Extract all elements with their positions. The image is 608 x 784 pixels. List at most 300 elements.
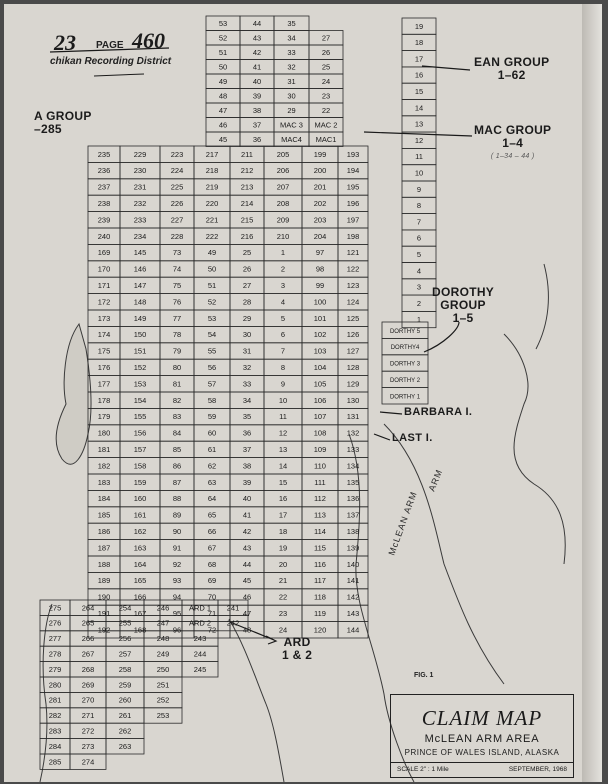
claim-number: 129	[346, 379, 360, 389]
claim-number: 9	[280, 379, 286, 389]
claim-number: 164	[133, 559, 147, 569]
claim-number: 13	[414, 119, 424, 129]
claim-number: 123	[346, 281, 360, 290]
claim-number: 16	[414, 70, 424, 80]
claim-number: 179	[97, 412, 111, 422]
claim-number: 32	[287, 62, 296, 72]
claim-number: 122	[346, 264, 360, 274]
ard-shore	[226, 618, 284, 782]
claim-number: 89	[172, 510, 182, 520]
claim-number: 35	[287, 18, 296, 28]
claim-number: 113	[314, 510, 326, 520]
claim-number: 280	[48, 680, 62, 690]
claim-number: 72	[207, 625, 217, 635]
claim-number: 196	[346, 199, 360, 208]
claim-number: 119	[314, 609, 326, 618]
claim-number: 67	[207, 543, 217, 553]
claim-number: 118	[314, 592, 326, 602]
claim-number: 92	[172, 559, 182, 569]
claim-number: 87	[172, 477, 182, 487]
claim-number: 12	[414, 135, 424, 145]
claim-number: 237	[97, 182, 111, 192]
claim-number: 10	[278, 395, 288, 405]
claim-number: 62	[207, 461, 217, 471]
claim-number: 96	[172, 625, 182, 635]
claim-number: 82	[172, 395, 182, 405]
claim-number: 18	[414, 38, 424, 48]
claim-number: 31	[242, 346, 252, 356]
claim-number: 145	[133, 248, 147, 258]
claim-number: 30	[287, 91, 296, 101]
claim-number: 158	[133, 461, 147, 471]
claim-number: 193	[346, 149, 360, 159]
claim-number: 63	[207, 477, 217, 487]
claim-number: 112	[314, 494, 326, 504]
claim-number: 183	[97, 477, 111, 487]
claim-map-drawing	[4, 4, 602, 782]
claim-number: 8	[416, 201, 422, 211]
claim-number: 149	[133, 313, 147, 323]
claim-number: 136	[346, 494, 360, 504]
claim-number: 151	[133, 346, 147, 356]
claim-number: 126	[346, 330, 360, 340]
claim-number: 199	[313, 149, 327, 159]
claim-number: 10	[414, 168, 424, 178]
claim-number: 34	[242, 395, 252, 405]
claim-number: 2	[416, 298, 422, 308]
claim-number: 272	[81, 726, 95, 736]
claim-number: 42	[252, 47, 262, 57]
claim-number: 195	[346, 182, 360, 192]
claim-number: 105	[313, 379, 327, 389]
mclean-arm-east-shore	[384, 424, 504, 684]
claim-number: 176	[97, 363, 111, 372]
claim-number: 229	[133, 149, 147, 159]
claim-number: 270	[81, 695, 95, 705]
claim-number: 110	[314, 461, 326, 471]
claim-number: 276	[48, 618, 62, 628]
claim-number: 220	[205, 199, 219, 208]
claim-number: 258	[118, 664, 132, 674]
claim-number: 139	[346, 543, 360, 553]
dorothy-group-line3: 1–5	[452, 311, 474, 325]
claim-number: 49	[207, 248, 217, 258]
claim-number: 142	[346, 592, 360, 602]
claim-number: 97	[315, 248, 325, 258]
claim-number: 218	[205, 166, 219, 176]
claim-number: 17	[278, 510, 288, 520]
claim-number: 17	[414, 54, 424, 64]
claim-number: 44	[252, 18, 262, 28]
claim-number: 32	[242, 363, 252, 372]
claim-number: 200	[313, 166, 327, 176]
claim-number: 41	[252, 62, 262, 72]
claim-number: 140	[346, 559, 360, 569]
title-block	[390, 694, 574, 778]
page-word: PAGE	[96, 40, 124, 51]
claim-number: 38	[242, 461, 252, 471]
claim-number: 168	[133, 625, 147, 635]
claim-number: 18	[278, 527, 288, 536]
claim-number: 244	[193, 649, 207, 659]
claim-number: 29	[287, 105, 296, 115]
claim-number: 51	[207, 281, 217, 290]
ean-group-label	[474, 56, 549, 82]
claim-number: 144	[346, 625, 360, 635]
claim-number: 269	[81, 680, 95, 690]
claim-number: 216	[240, 231, 254, 241]
claim-number: 191	[97, 609, 111, 618]
claim-number: 121	[346, 248, 360, 258]
ard-arrowhead	[266, 636, 276, 644]
claim-number: 264	[81, 603, 95, 613]
claim-number: 138	[346, 527, 360, 536]
claim-number: 3	[280, 281, 286, 290]
claim-number: 14	[278, 461, 288, 471]
claim-number: 217	[205, 149, 219, 159]
claim-number: 35	[242, 412, 252, 422]
claim-number: 21	[278, 576, 288, 586]
claim-number: 249	[156, 649, 170, 659]
mclean-arm-label: McLEAN ARM	[386, 489, 419, 557]
claim-number: 207	[276, 182, 290, 192]
claim-number: 171	[97, 281, 111, 290]
claim-number: 182	[97, 461, 111, 471]
claim-number: 137	[346, 510, 360, 520]
claim-number: 204	[313, 231, 327, 241]
claim-number: 41	[242, 510, 252, 520]
claim-number: 120	[313, 625, 327, 635]
dorothy-leader	[424, 322, 459, 352]
claim-number: DORTHY 3	[389, 361, 421, 368]
claim-number: 230	[133, 166, 147, 176]
claim-number: 206	[276, 166, 290, 176]
map-scale: SCALE 2" : 1 Mile	[397, 766, 449, 773]
claim-number: 58	[207, 395, 217, 405]
claim-number: 37	[242, 445, 252, 454]
claim-number: 50	[218, 62, 228, 72]
claim-number: DORTHY 1	[389, 394, 421, 401]
shore-right-inlet	[536, 264, 548, 349]
claim-number: 95	[172, 609, 182, 618]
claim-number: 239	[97, 215, 111, 225]
claim-number: 254	[118, 603, 132, 613]
claim-number: 154	[133, 395, 147, 405]
claim-number: 106	[313, 395, 327, 405]
claim-number: 215	[240, 215, 254, 225]
claim-number: 194	[346, 166, 360, 176]
claim-number: 184	[97, 494, 111, 504]
claim-number: 242	[226, 618, 240, 628]
claim-number: 74	[172, 264, 182, 274]
claim-number: ARD 2	[188, 618, 212, 628]
claim-number: 24	[278, 625, 288, 635]
claim-number: 36	[242, 428, 252, 438]
claim-number: 77	[172, 313, 182, 323]
claim-number: 100	[313, 297, 327, 307]
claim-number: 156	[133, 428, 147, 438]
claim-number: 51	[218, 47, 228, 57]
claim-number: 5	[280, 313, 286, 323]
claim-number: 165	[133, 576, 147, 586]
claim-number: 37	[252, 120, 262, 130]
claim-number: 266	[81, 634, 95, 644]
claim-number: 167	[133, 609, 147, 618]
claim-number: ARD 1	[188, 603, 212, 613]
claim-number: 36	[252, 134, 262, 144]
ard-group-line2: 1 & 2	[282, 648, 313, 662]
claim-number: MAC1	[315, 134, 337, 144]
claim-number: 54	[207, 330, 217, 340]
claim-number: 243	[193, 634, 207, 644]
claim-number: 117	[314, 576, 326, 586]
claim-number: 25	[242, 248, 252, 258]
claim-number: 251	[156, 680, 170, 690]
claim-number: 160	[133, 494, 147, 504]
claim-number: 43	[252, 33, 262, 43]
claim-number: 83	[172, 412, 182, 422]
map-area: McLEAN ARM AREA	[424, 733, 540, 745]
claim-number: 135	[346, 477, 360, 487]
claim-number: 45	[242, 576, 252, 586]
claim-number: 4	[416, 266, 422, 276]
claim-number: 192	[97, 625, 111, 635]
claim-number: 78	[172, 330, 182, 340]
claim-number: 262	[118, 726, 132, 736]
claim-number: 46	[218, 120, 228, 130]
claim-number: 148	[133, 297, 147, 307]
claim-number: 284	[48, 741, 62, 751]
claim-number: 73	[172, 248, 182, 258]
claim-number: 90	[172, 527, 182, 536]
claim-number: 240	[97, 231, 111, 241]
claim-number: 279	[48, 664, 62, 674]
claim-number: 267	[81, 649, 95, 659]
claim-number: 26	[321, 47, 331, 57]
claim-number: 146	[133, 264, 147, 274]
claim-number: 1	[280, 248, 286, 258]
last-island-label: LAST I.	[392, 432, 433, 444]
claim-number: 5	[416, 249, 422, 259]
claim-number: 59	[207, 412, 217, 422]
claim-number: 189	[97, 576, 111, 586]
claim-number: 19	[414, 21, 424, 31]
claim-number: 80	[172, 363, 182, 372]
mac-group-line1: MAC GROUP	[474, 123, 552, 137]
dorothy-group-label	[432, 286, 494, 325]
claim-number: 186	[97, 527, 111, 536]
claim-number: 202	[313, 199, 327, 208]
claim-number: 57	[207, 379, 217, 389]
claim-number: 131	[346, 412, 360, 422]
claim-number: 7	[416, 217, 422, 227]
claim-number: 104	[313, 363, 327, 372]
claim-number: 111	[314, 477, 326, 487]
claim-number: DORTHY 5	[389, 328, 421, 335]
claim-number: 159	[133, 477, 147, 487]
claim-number: 50	[207, 264, 217, 274]
claim-number: 15	[278, 477, 288, 487]
claim-number: 211	[241, 149, 253, 159]
claim-number: 257	[118, 649, 132, 659]
a-group-line2: –285	[34, 122, 62, 136]
claim-number: 198	[346, 231, 360, 241]
claim-number: 210	[276, 231, 290, 241]
claim-number: 248	[156, 634, 170, 644]
claim-number: 128	[346, 363, 360, 372]
claim-number: 48	[242, 625, 252, 635]
claim-number: 141	[346, 576, 360, 586]
barbara-island-label: BARBARA I.	[404, 406, 473, 418]
claim-number: 23	[321, 91, 331, 101]
map-location: PRINCE OF WALES ISLAND, ALASKA	[404, 748, 560, 757]
claim-number: 265	[81, 618, 95, 628]
claim-grid	[40, 16, 436, 769]
claim-number: 236	[97, 166, 111, 176]
claim-number: 260	[118, 695, 132, 705]
claim-number: 30	[242, 330, 252, 340]
barbara-leader	[380, 412, 402, 414]
claim-number: 130	[346, 395, 360, 405]
claim-number: 56	[207, 363, 217, 372]
island-west-shore	[56, 324, 91, 464]
claim-number: 177	[97, 379, 111, 389]
claim-number: 223	[170, 149, 184, 159]
claim-number: 232	[133, 199, 147, 208]
claim-number: 43	[242, 543, 252, 553]
claim-number: 209	[276, 215, 290, 225]
claim-number: 81	[172, 379, 182, 389]
header-swash	[94, 74, 144, 76]
claim-number: 222	[205, 231, 219, 241]
claim-number: 53	[218, 18, 228, 28]
claim-number: 116	[314, 559, 326, 569]
claim-number: 28	[242, 297, 252, 307]
claim-number: 133	[346, 445, 360, 454]
shore-right-upper	[504, 334, 565, 564]
claim-number: 219	[205, 182, 219, 192]
claim-number: 84	[172, 428, 182, 438]
claim-number: 47	[242, 609, 252, 618]
claim-number: 278	[48, 649, 62, 659]
claim-number: 85	[172, 445, 182, 454]
claim-number: 170	[97, 264, 111, 274]
claim-number: 2	[280, 264, 286, 274]
claim-number: 241	[226, 603, 240, 613]
claim-number: 143	[346, 609, 360, 618]
figure-label: FIG. 1	[414, 672, 434, 679]
claim-number: 6	[416, 233, 422, 243]
claim-number: 127	[346, 346, 360, 356]
claim-number: 114	[314, 527, 326, 536]
claim-number: 166	[133, 592, 147, 602]
claim-number: 255	[118, 618, 132, 628]
claim-number: 275	[48, 603, 62, 613]
claim-number: 94	[172, 592, 182, 602]
claim-number: 98	[315, 264, 325, 274]
claim-number: 11	[279, 412, 287, 422]
claim-number: 132	[346, 428, 360, 438]
page-number-left: 23	[54, 30, 76, 55]
claim-number: 79	[172, 346, 182, 356]
claim-number: 6	[280, 330, 286, 340]
claim-number: 93	[172, 576, 182, 586]
claim-number: 271	[81, 711, 95, 721]
claim-number: 27	[321, 33, 331, 43]
claim-number: 228	[170, 231, 184, 241]
claim-number: 52	[207, 297, 217, 307]
ard-group-label	[282, 636, 312, 662]
claim-number: 163	[133, 543, 147, 553]
mac-group-note: ( 1–34 – 44 )	[490, 153, 535, 160]
ean-group-line2: 1–62	[497, 68, 526, 82]
claim-number: 1	[416, 315, 422, 325]
claim-number: 124	[346, 297, 360, 307]
claim-number: 162	[133, 527, 147, 536]
claim-number: 24	[321, 76, 331, 86]
claim-number: 61	[207, 445, 217, 454]
claim-number: 102	[313, 330, 327, 340]
claim-number: 263	[118, 741, 132, 751]
claim-number: 153	[133, 379, 147, 389]
claim-number: 221	[205, 215, 219, 225]
claim-number: 178	[97, 395, 111, 405]
dorothy-group-line1: DOROTHY	[432, 285, 495, 299]
claim-number: MAC 3	[280, 120, 303, 130]
claim-number: 201	[313, 182, 327, 192]
map-date: SEPTEMBER, 1968	[508, 766, 567, 773]
claim-number: 38	[252, 105, 262, 115]
claim-number: 39	[252, 91, 262, 101]
claim-number: 39	[242, 477, 252, 487]
claim-number: 190	[97, 592, 111, 602]
claim-number: 44	[242, 559, 252, 569]
claim-number: 11	[415, 152, 423, 162]
arm-label: ARM	[426, 467, 445, 493]
claim-number: 250	[156, 664, 170, 674]
claim-number: 203	[313, 215, 327, 225]
claim-number: 172	[97, 297, 111, 307]
claim-number: 181	[97, 445, 111, 454]
claim-number: 65	[207, 510, 217, 520]
claim-number: 246	[156, 603, 170, 613]
claim-number: 134	[346, 461, 360, 471]
claim-number: 40	[242, 494, 252, 504]
claim-number: 33	[242, 379, 252, 389]
claim-number: 259	[118, 680, 132, 690]
claim-number: 205	[276, 149, 290, 159]
claim-number: 285	[48, 757, 62, 767]
claim-number: 99	[315, 281, 325, 290]
claim-number: 19	[278, 543, 288, 553]
claim-number: 20	[278, 559, 288, 569]
claim-number: 48	[218, 91, 228, 101]
claim-number: 75	[172, 281, 182, 290]
claim-number: 33	[287, 47, 296, 57]
claim-number: 157	[133, 445, 147, 454]
claim-number: 42	[242, 527, 252, 536]
map-title: CLAIM MAP	[421, 706, 543, 730]
claim-number: 245	[193, 664, 207, 674]
claim-number: 26	[242, 264, 252, 274]
a-group-line1: A GROUP	[34, 109, 92, 123]
claim-number: 187	[97, 543, 111, 553]
claim-number: 25	[321, 62, 331, 72]
claim-number: 31	[287, 76, 296, 86]
map-sheet	[4, 4, 602, 782]
claim-number: 274	[81, 757, 95, 767]
claim-number: 281	[48, 695, 62, 705]
